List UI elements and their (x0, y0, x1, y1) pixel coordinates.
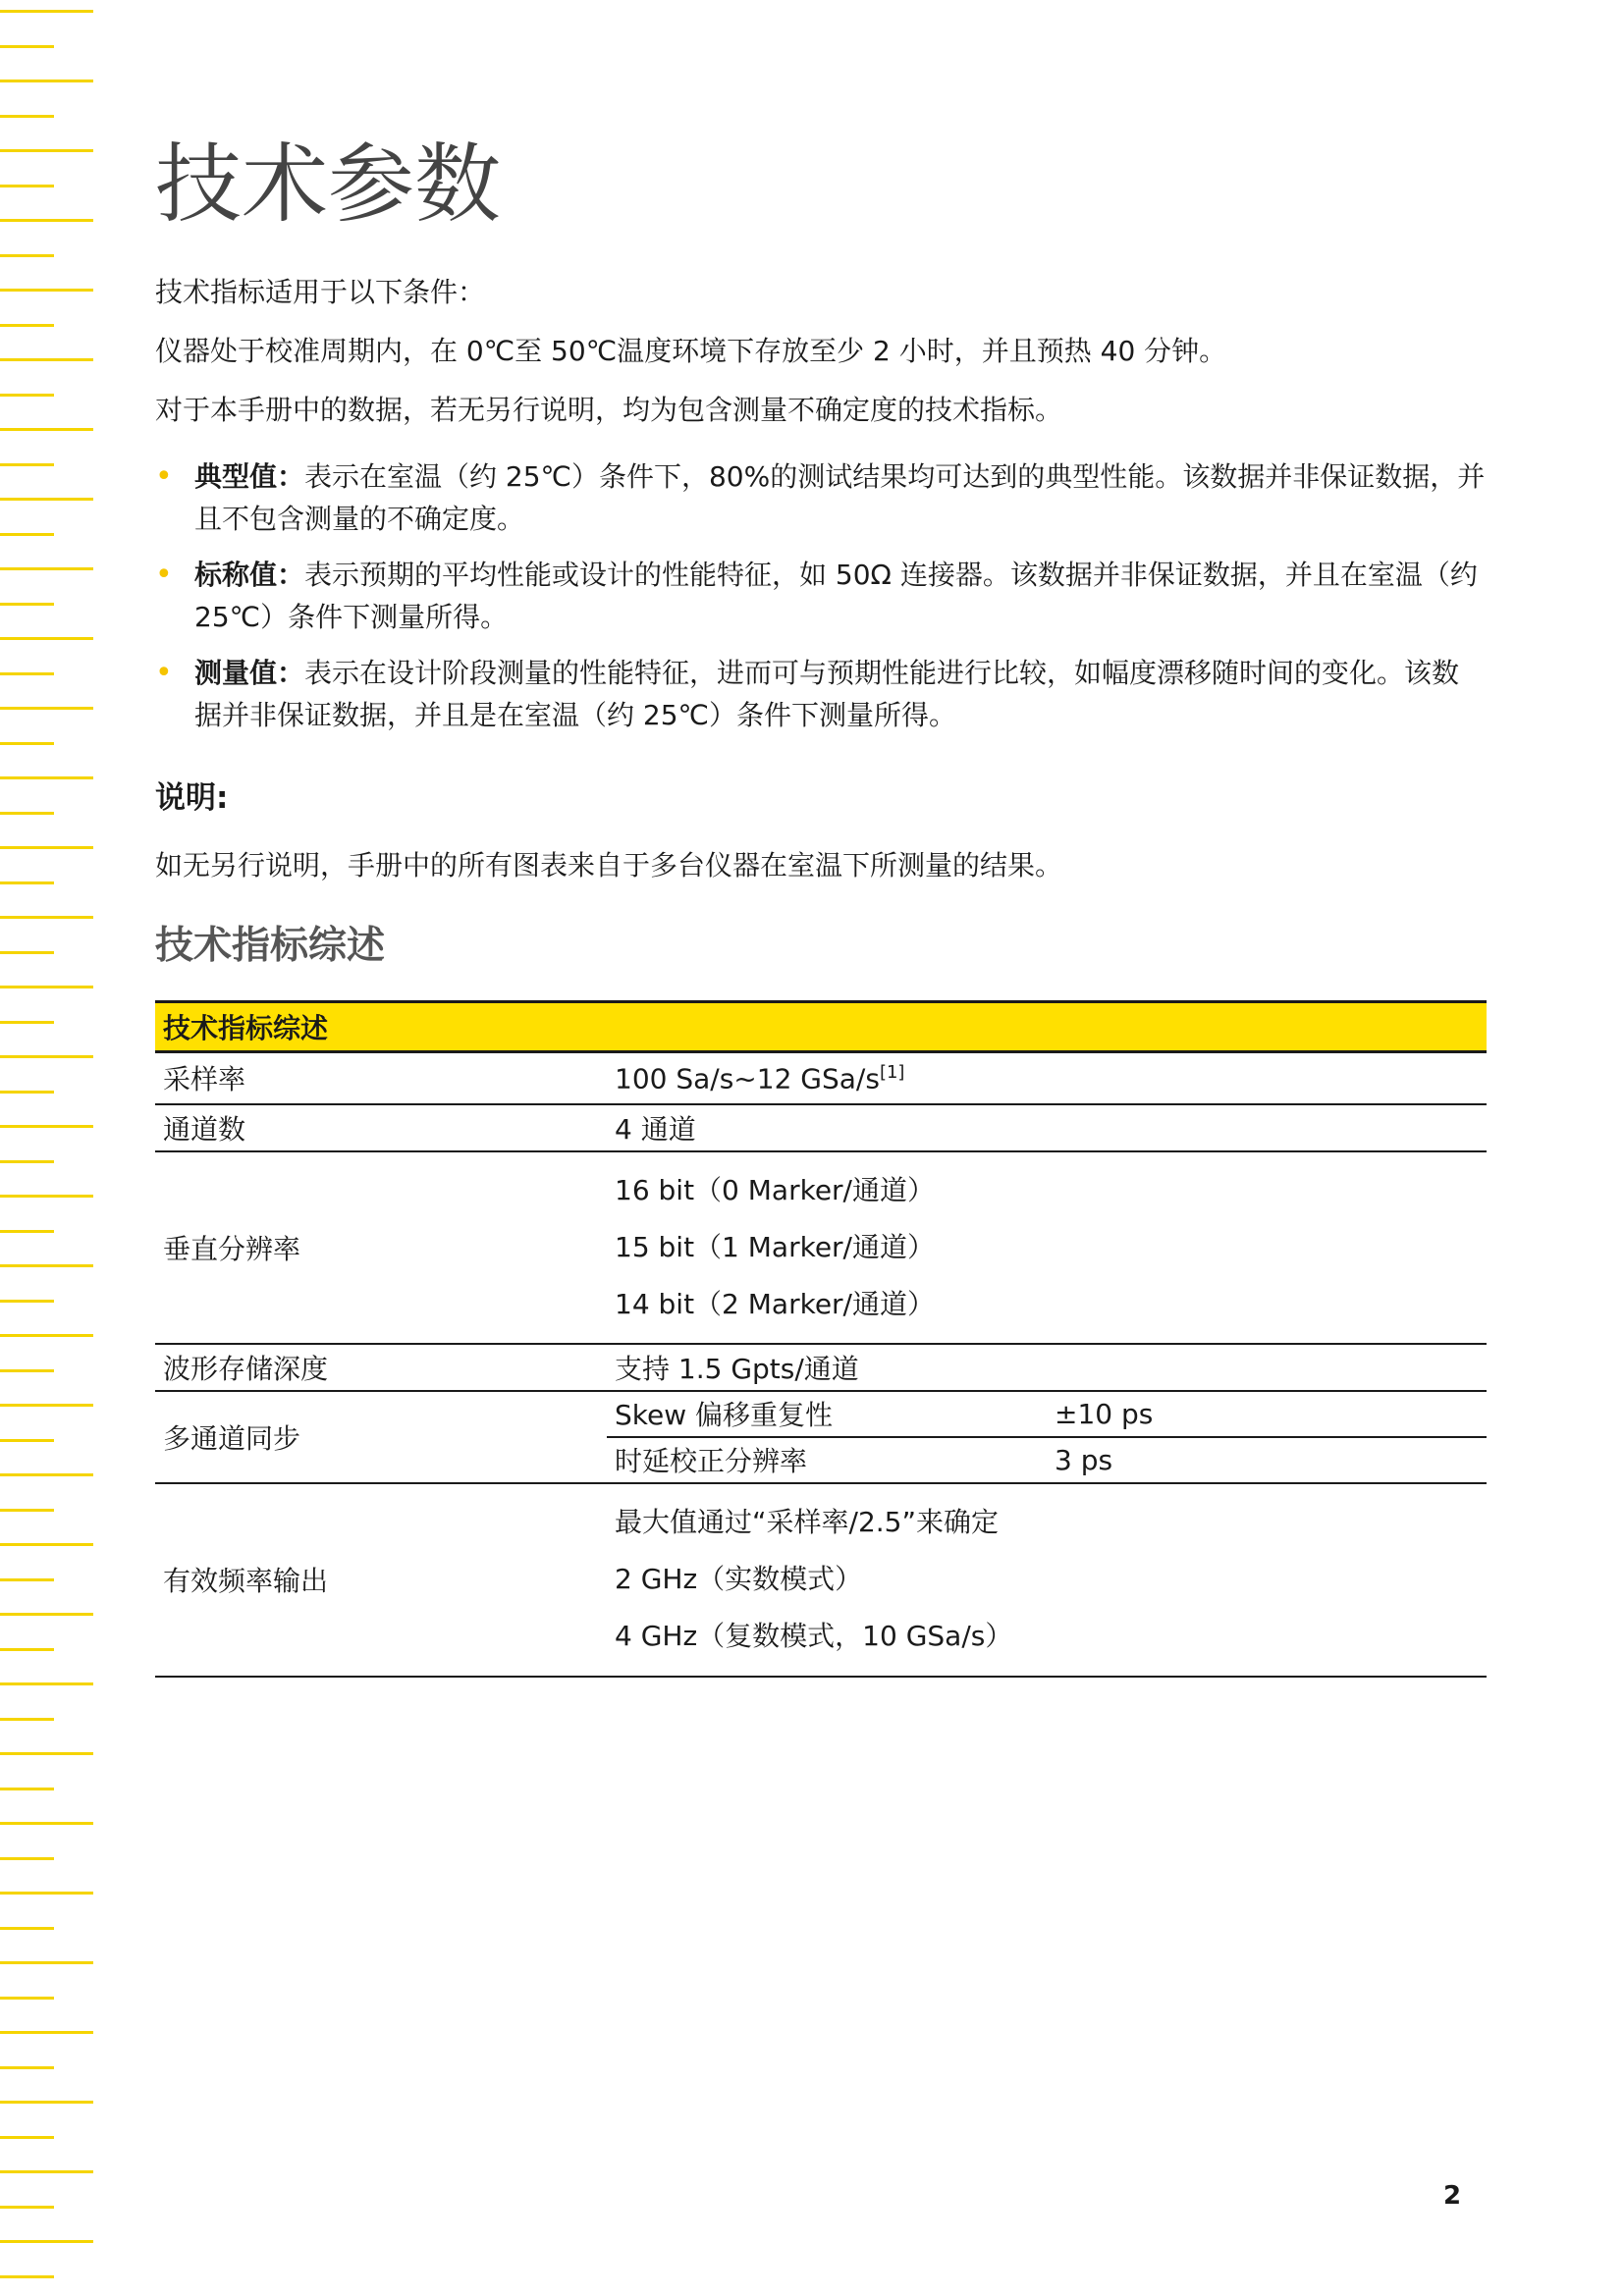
stripe-line (0, 2066, 54, 2069)
stripe-line (0, 1021, 54, 1024)
note-heading: 说明: (155, 780, 229, 816)
note-text: 如无另行说明，手册中的所有图表来自于多台仪器在室温下所测量的结果。 (155, 849, 1063, 881)
stripe-line (0, 80, 93, 82)
stripe-line (0, 1718, 54, 1721)
stripe-line (0, 986, 93, 988)
stripe-line (0, 1369, 54, 1372)
stripe-line (0, 1752, 93, 1755)
stripe-line (0, 776, 93, 779)
row-value (607, 1151, 1487, 1344)
footnote-ref[interactable]: [1] (879, 1061, 905, 1083)
row-label: 通道数 (155, 1104, 607, 1151)
table-row (155, 1391, 1487, 1437)
bullet-list (155, 455, 1487, 750)
table-header: 技术指标综述 (155, 1002, 1487, 1052)
row-value (607, 1052, 1487, 1104)
stripe-line (0, 1543, 93, 1546)
table-row (155, 1052, 1487, 1104)
page-title: 技术参数 (155, 133, 502, 235)
stripe-line (0, 1578, 54, 1581)
stripe-line (0, 951, 54, 954)
bullet-text: 表示预期的平均性能或设计的性能特征，如 50Ω 连接器。该数据并非保证数据，并且在室温（约 25℃）条件下测量所得。 (194, 559, 1478, 633)
stripe-line (0, 358, 93, 361)
stripe-line (0, 742, 54, 745)
stripe-line (0, 2170, 93, 2173)
sample-rate-value: 100 Sa/s~12 GSa/s (615, 1061, 880, 1095)
stripe-line (0, 2101, 93, 2104)
stripe-line (0, 881, 54, 884)
bullet-measured (155, 652, 1487, 736)
row-label: 采样率 (155, 1052, 607, 1104)
sub-row-value: 3 ps (1047, 1437, 1487, 1483)
row-label: 垂直分辨率 (155, 1151, 607, 1344)
table-row (155, 1104, 1487, 1151)
stripe-line (0, 185, 54, 187)
stripe-line (0, 1055, 93, 1058)
row-label: 有效频率输出 (155, 1483, 607, 1677)
table-row (155, 1151, 1487, 1344)
bullet-nominal (155, 554, 1487, 638)
stripe-line (0, 1927, 54, 1930)
stripe-line (0, 1300, 54, 1303)
row-value (607, 1483, 1487, 1677)
stripe-line (0, 672, 54, 675)
bullet-term: 测量值： (194, 657, 305, 689)
bullet-typical (155, 455, 1487, 540)
stripe-line (0, 603, 54, 606)
section-heading: 技术指标综述 (155, 924, 386, 968)
stripe-line (0, 1613, 93, 1616)
table-header-row (155, 1002, 1487, 1052)
stripe-line (0, 149, 93, 152)
stripe-line (0, 324, 54, 327)
stripe-line (0, 2136, 54, 2139)
stripe-line (0, 1334, 93, 1337)
value-line: 15 bit（1 Marker/通道） (615, 1230, 935, 1263)
bullet-term: 标称值： (194, 559, 305, 591)
stripe-line (0, 1892, 93, 1895)
stripe-line (0, 1822, 93, 1825)
stripe-line (0, 463, 54, 466)
stripe-line (0, 1509, 54, 1512)
stripe-line (0, 1125, 93, 1128)
value-line: 最大值通过“采样率/2.5”来确定 (615, 1506, 999, 1538)
stripe-line (0, 1195, 93, 1198)
stripe-line (0, 533, 54, 536)
stripe-line (0, 707, 93, 710)
table-row (155, 1483, 1487, 1677)
value-line: 2 GHz（实数模式） (615, 1563, 863, 1595)
value-line: 4 GHz（复数模式，10 GSa/s） (615, 1620, 1013, 1652)
stripe-line (0, 1961, 93, 1964)
bullet-text: 表示在设计阶段测量的性能特征，进而可与预期性能进行比较，如幅度漂移随时间的变化。该数据并非保证数据，并且是在室温（约 25℃）条件下测量所得。 (194, 657, 1460, 731)
stripe-line (0, 1230, 54, 1233)
stripe-line (0, 1264, 93, 1267)
stripe-line (0, 1997, 54, 2000)
stripe-line (0, 1439, 54, 1442)
stripe-line (0, 1857, 54, 1860)
stripe-line (0, 10, 93, 13)
intro-line-1: 技术指标适用于以下条件： (155, 276, 486, 308)
stripe-line (0, 1473, 93, 1476)
stripe-line (0, 846, 93, 849)
decorative-stripe (0, 0, 98, 2296)
sub-row-name: Skew 偏移重复性 (607, 1391, 1047, 1437)
stripe-line (0, 498, 93, 501)
stripe-line (0, 2240, 93, 2243)
row-value: 支持 1.5 Gpts/通道 (607, 1344, 1487, 1391)
row-value: 4 通道 (607, 1104, 1487, 1151)
stripe-line (0, 289, 93, 292)
stripe-line (0, 1404, 93, 1407)
bullet-text: 表示在室温（约 25℃）条件下，80%的测试结果均可达到的典型性能。该数据并非保证数据，并且不包含测量的不确定度。 (194, 460, 1486, 535)
sub-row-name: 时延校正分辨率 (607, 1437, 1047, 1483)
stripe-line (0, 428, 93, 431)
stripe-line (0, 812, 54, 815)
stripe-line (0, 45, 54, 48)
stripe-line (0, 2275, 54, 2278)
stripe-line (0, 567, 93, 570)
spec-table (155, 1000, 1487, 1678)
stripe-line (0, 394, 54, 397)
stripe-line (0, 1682, 93, 1685)
intro-line-3: 对于本手册中的数据，若无另行说明，均为包含测量不确定度的技术指标。 (155, 394, 1063, 426)
stripe-line (0, 1160, 54, 1163)
bullet-dot-icon: • (155, 459, 173, 494)
stripe-line (0, 916, 93, 919)
stripe-line (0, 1788, 54, 1790)
row-label: 波形存储深度 (155, 1344, 607, 1391)
stripe-line (0, 637, 93, 640)
stripe-line (0, 219, 93, 222)
row-label: 多通道同步 (155, 1391, 607, 1483)
stripe-line (0, 254, 54, 257)
table-row (155, 1344, 1487, 1391)
value-line: 14 bit（2 Marker/通道） (615, 1287, 935, 1320)
bullet-dot-icon: • (155, 656, 173, 690)
bullet-term: 典型值： (194, 460, 305, 493)
intro-line-2: 仪器处于校准周期内，在 0℃至 50℃温度环境下存放至少 2 小时，并且预热 40 分钟。 (155, 335, 1227, 367)
sub-row-value: ±10 ps (1047, 1391, 1487, 1437)
page-number: 2 (1443, 2181, 1462, 2211)
stripe-line (0, 1648, 54, 1651)
stripe-line (0, 2031, 93, 2034)
stripe-line (0, 115, 54, 118)
stripe-line (0, 2206, 54, 2209)
stripe-line (0, 1091, 54, 1094)
value-line: 16 bit（0 Marker/通道） (615, 1173, 935, 1206)
bullet-dot-icon: • (155, 558, 173, 592)
